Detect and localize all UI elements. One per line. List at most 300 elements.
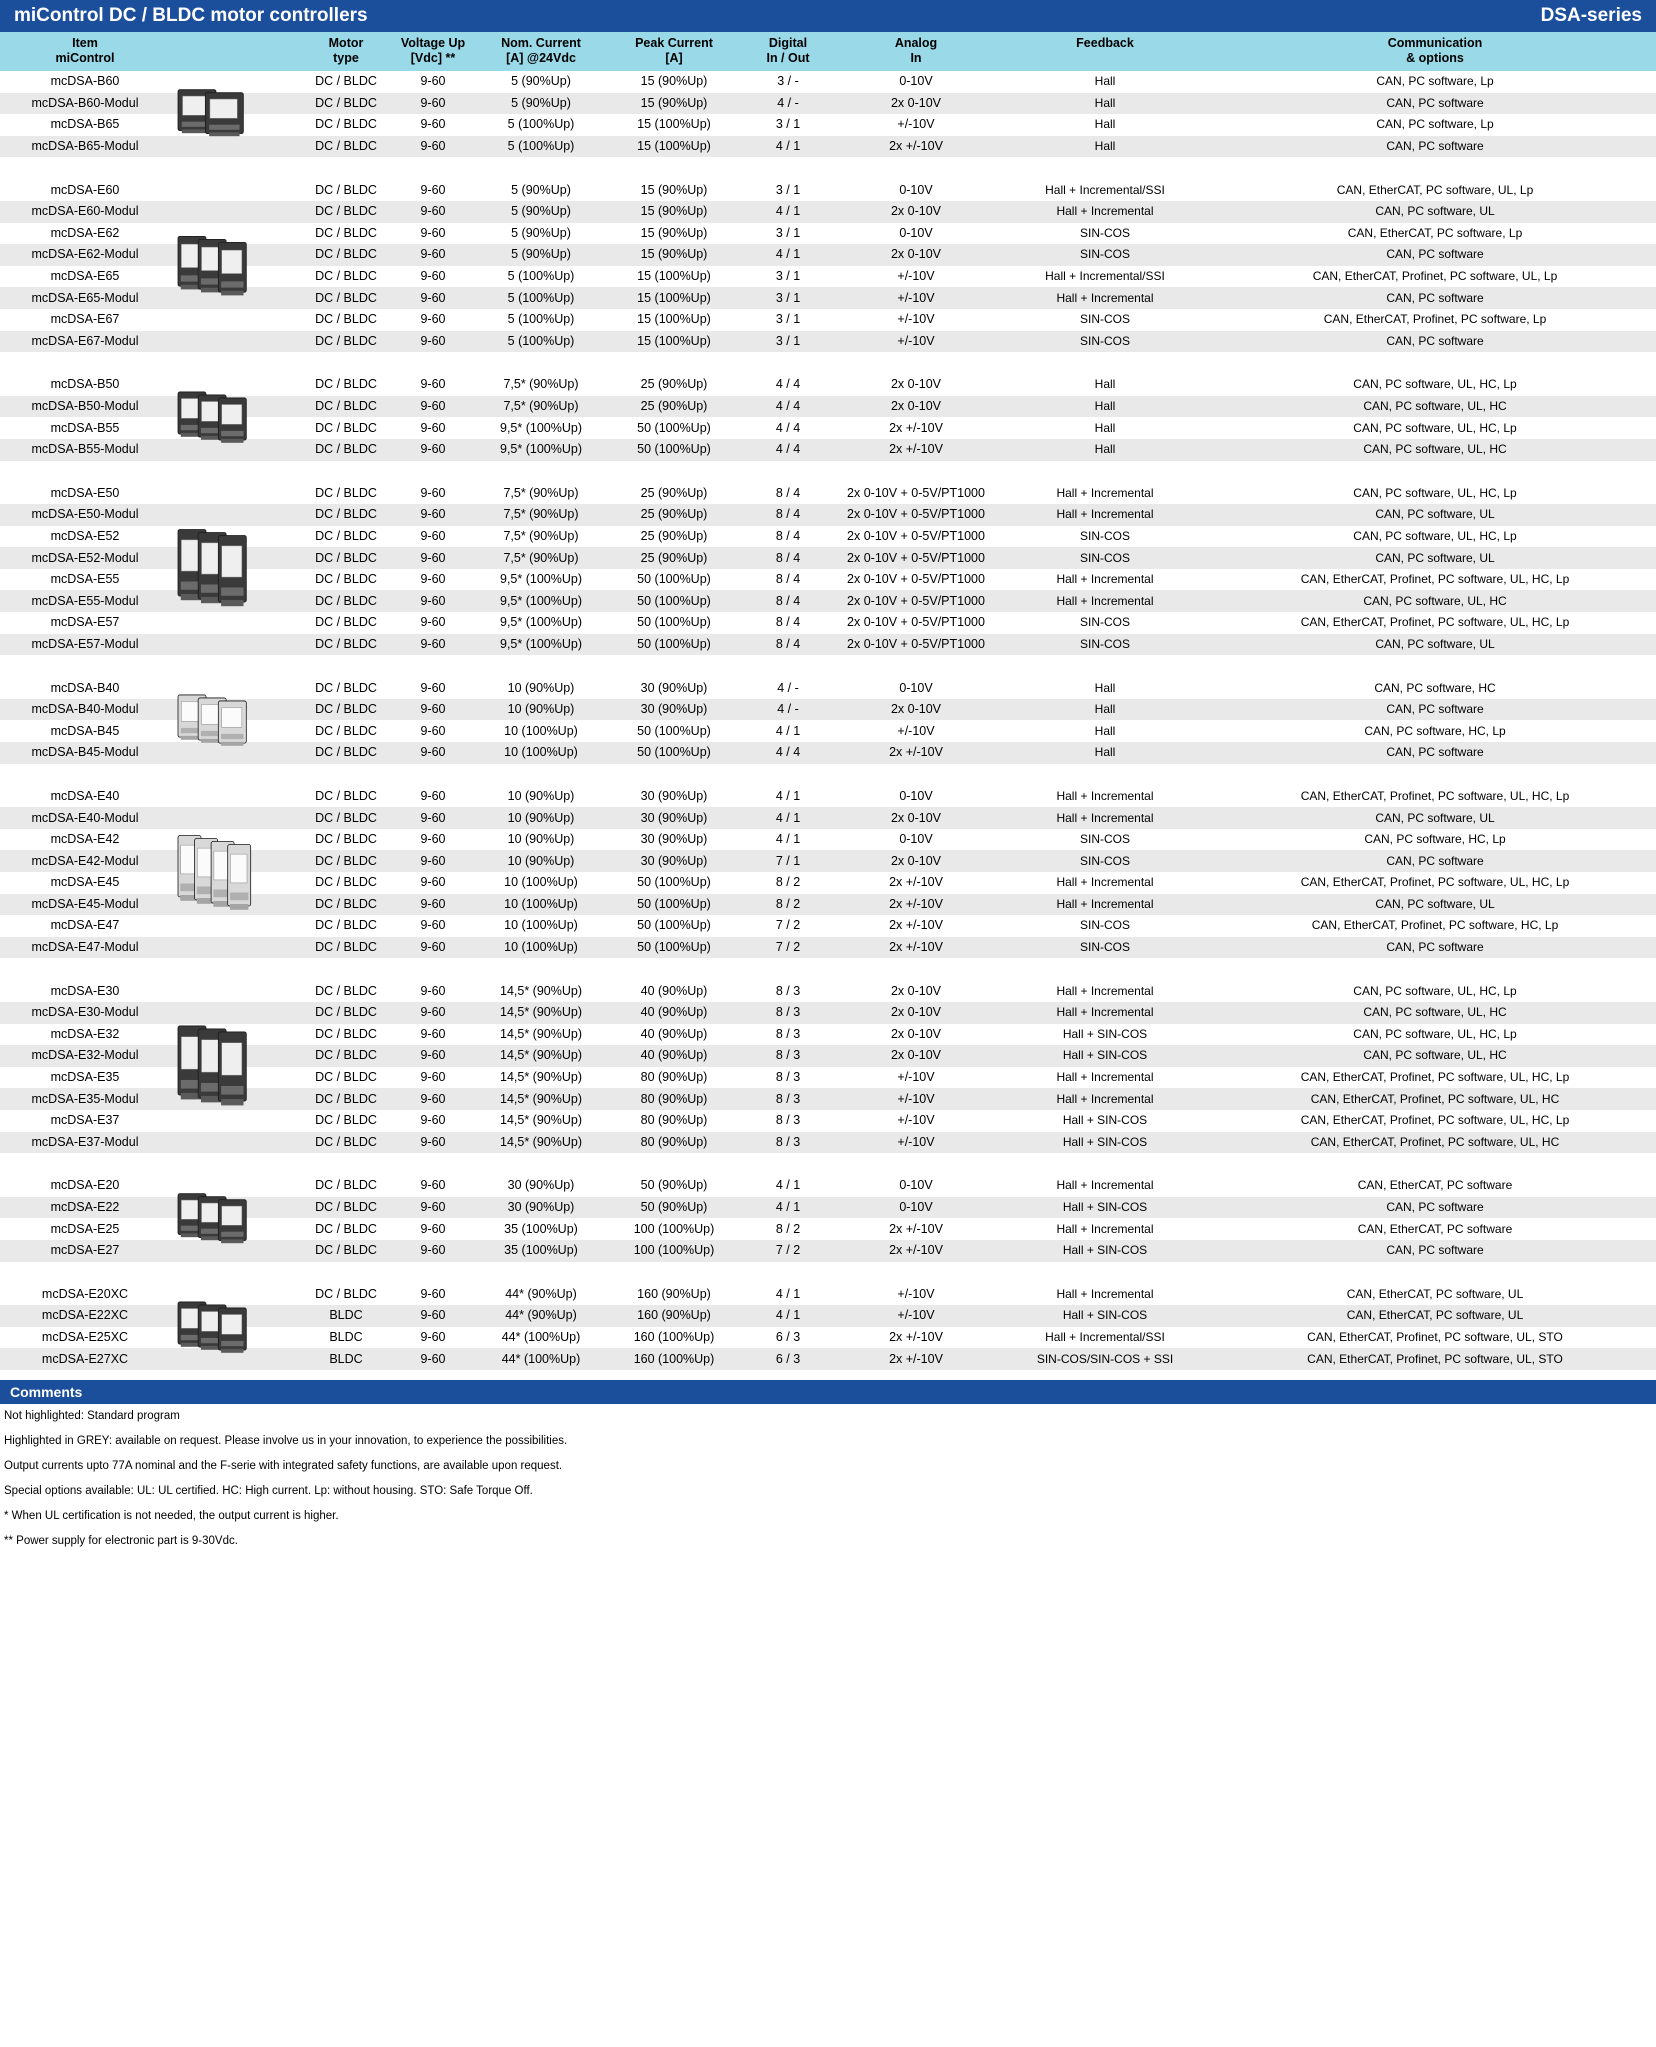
cell-voltage: 9-60 [420, 896, 446, 911]
cell-feedback: Hall + SIN-COS [1062, 1026, 1148, 1041]
cell-image [170, 223, 300, 245]
table-row[interactable] [0, 1132, 1656, 1154]
cell-image [170, 590, 300, 612]
cell-communication: CAN, EtherCAT, Profinet, PC software, UL, HC, Lp [1300, 1070, 1570, 1085]
cell-analog-in: 0-10V [899, 1200, 933, 1215]
cell-peak-current: 25 (90%Up) [640, 550, 708, 565]
table-row[interactable] [0, 547, 1656, 569]
cell-image [170, 1240, 300, 1262]
cell-analog-in: 2x +/-10V [889, 918, 943, 933]
cell-analog-in: 2x +/-10V [889, 875, 943, 890]
cell-image [170, 1045, 300, 1067]
cell-nominal-current: 10 (90%Up) [507, 810, 575, 825]
cell-feedback: Hall + Incremental/SSI [1045, 182, 1165, 197]
cell-feedback: Hall + Incremental [1056, 507, 1154, 522]
cell-peak-current: 40 (90%Up) [640, 1005, 708, 1020]
cell-voltage: 9-60 [420, 1308, 446, 1323]
table-row[interactable] [0, 937, 1656, 959]
cell-motor-type: DC / BLDC [315, 225, 377, 240]
cell-communication: CAN, EtherCAT, Profinet, PC software, UL, HC, Lp [1300, 572, 1570, 587]
table-row[interactable] [0, 677, 1656, 699]
table-row[interactable] [0, 201, 1656, 223]
cell-nominal-current: 5 (100%Up) [507, 269, 575, 284]
colheader-motor-type: Motor type [328, 36, 364, 65]
cell-image [170, 309, 300, 331]
cell-analog-in: 2x 0-10V + 0-5V/PT1000 [847, 507, 985, 522]
table-row[interactable] [0, 1284, 1656, 1306]
cell-peak-current: 50 (100%Up) [637, 572, 711, 587]
cell-motor-type: DC / BLDC [315, 1026, 377, 1041]
comment-line: Highlighted in GREY: available on request. Please involve us in your innovation, to experience the possibilities. [4, 1434, 568, 1447]
cell-image [170, 547, 300, 569]
table-row[interactable] [0, 829, 1656, 851]
cell-image [170, 1088, 300, 1110]
table-row[interactable] [0, 1327, 1656, 1349]
cell-feedback: SIN-COS [1079, 853, 1130, 868]
table-row[interactable] [0, 1240, 1656, 1262]
cell-analog-in: 2x +/-10V [889, 745, 943, 760]
table-row[interactable] [0, 1348, 1656, 1370]
table-row[interactable] [0, 71, 1656, 93]
table-row[interactable] [0, 894, 1656, 916]
cell-peak-current: 50 (100%Up) [637, 420, 711, 435]
cell-item: mcDSA-E35-Modul [31, 1091, 139, 1106]
cell-motor-type: DC / BLDC [315, 853, 377, 868]
cell-item: mcDSA-E30-Modul [31, 1005, 139, 1020]
page-header [0, 0, 1656, 32]
cell-digital-io: 4 / 1 [775, 204, 801, 219]
cell-motor-type: DC / BLDC [315, 377, 377, 392]
cell-feedback: SIN-COS [1079, 312, 1130, 327]
cell-motor-type: DC / BLDC [315, 1070, 377, 1085]
cell-digital-io: 4 / 1 [775, 832, 801, 847]
table-row[interactable] [0, 244, 1656, 266]
colheader-item: Item miControl [55, 36, 115, 65]
table-row[interactable] [0, 786, 1656, 808]
comment-line: * When UL certification is not needed, the output current is higher. [4, 1509, 339, 1522]
cell-analog-in: 0-10V [899, 74, 933, 89]
cell-voltage: 9-60 [420, 1200, 446, 1215]
cell-digital-io: 6 / 3 [775, 1351, 801, 1366]
cell-item: mcDSA-E37-Modul [31, 1134, 139, 1149]
cell-peak-current: 30 (90%Up) [640, 832, 708, 847]
cell-communication: CAN, PC software [1386, 745, 1484, 760]
cell-voltage: 9-60 [420, 983, 446, 998]
cell-analog-in: +/-10V [897, 1134, 935, 1149]
cell-feedback: Hall + Incremental [1056, 1178, 1154, 1193]
product-group [0, 1284, 1656, 1370]
cell-nominal-current: 44* (90%Up) [505, 1308, 577, 1323]
cell-image [170, 1132, 300, 1154]
cell-communication: CAN, PC software [1386, 853, 1484, 868]
cell-voltage: 9-60 [420, 485, 446, 500]
cell-communication: CAN, PC software, UL, HC [1363, 1005, 1507, 1020]
comment-line: Output currents upto 77A nominal and the F-serie with integrated safety functions, are available upon request. [4, 1459, 563, 1472]
cell-communication: CAN, PC software, Lp [1376, 74, 1494, 89]
group-separator [0, 764, 1656, 786]
cell-image [170, 807, 300, 829]
cell-motor-type: DC / BLDC [315, 745, 377, 760]
cell-motor-type: DC / BLDC [315, 95, 377, 110]
cell-analog-in: 0-10V [899, 788, 933, 803]
cell-communication: CAN, PC software, UL, HC, Lp [1353, 983, 1517, 998]
cell-feedback: Hall + Incremental [1056, 1091, 1154, 1106]
cell-feedback: Hall [1094, 139, 1116, 154]
table-row[interactable] [0, 331, 1656, 353]
cell-communication: CAN, PC software [1386, 247, 1484, 262]
cell-item: mcDSA-E50-Modul [31, 507, 139, 522]
cell-item: mcDSA-E55-Modul [31, 593, 139, 608]
cell-peak-current: 15 (100%Up) [637, 333, 711, 348]
cell-feedback: Hall + SIN-COS [1062, 1113, 1148, 1128]
cell-communication: CAN, EtherCAT, Profinet, PC software, UL, HC, Lp [1300, 1113, 1570, 1128]
cell-communication: CAN, PC software [1386, 1200, 1484, 1215]
cell-digital-io: 3 / - [777, 74, 799, 89]
table-row[interactable] [0, 526, 1656, 548]
table-row[interactable] [0, 396, 1656, 418]
product-group [0, 786, 1656, 959]
cell-motor-type: DC / BLDC [315, 680, 377, 695]
cell-digital-io: 4 / 1 [775, 810, 801, 825]
cell-nominal-current: 7,5* (90%Up) [503, 550, 579, 565]
table-row[interactable] [0, 1197, 1656, 1219]
cell-digital-io: 8 / 3 [775, 1005, 801, 1020]
cell-peak-current: 15 (100%Up) [637, 290, 711, 305]
table-row[interactable] [0, 720, 1656, 742]
table-row[interactable] [0, 569, 1656, 591]
cell-analog-in: 0-10V [899, 182, 933, 197]
cell-peak-current: 25 (90%Up) [640, 528, 708, 543]
cell-image [170, 1197, 300, 1219]
cell-analog-in: 2x 0-10V [890, 810, 942, 825]
cell-image [170, 720, 300, 742]
cell-feedback: SIN-COS [1079, 636, 1130, 651]
table-row[interactable] [0, 266, 1656, 288]
cell-motor-type: BLDC [329, 1308, 363, 1323]
cell-nominal-current: 5 (100%Up) [507, 333, 575, 348]
cell-motor-type: DC / BLDC [315, 788, 377, 803]
cell-feedback: SIN-COS [1079, 528, 1130, 543]
cell-communication: CAN, EtherCAT, PC software, Lp [1347, 225, 1523, 240]
cell-digital-io: 8 / 4 [775, 572, 801, 587]
cell-peak-current: 160 (90%Up) [637, 1286, 711, 1301]
cell-peak-current: 15 (90%Up) [640, 95, 708, 110]
cell-motor-type: DC / BLDC [315, 528, 377, 543]
cell-image [170, 937, 300, 959]
cell-item: mcDSA-E45 [50, 875, 120, 890]
cell-feedback: Hall + Incremental [1056, 204, 1154, 219]
cell-peak-current: 50 (100%Up) [637, 593, 711, 608]
cell-communication: CAN, PC software [1386, 1243, 1484, 1258]
cell-feedback: SIN-COS/SIN-COS + SSI [1036, 1351, 1174, 1366]
cell-nominal-current: 5 (100%Up) [507, 290, 575, 305]
cell-voltage: 9-60 [420, 1178, 446, 1193]
cell-peak-current: 40 (90%Up) [640, 983, 708, 998]
table-row[interactable] [0, 439, 1656, 461]
table-row[interactable] [0, 807, 1656, 829]
cell-voltage: 9-60 [420, 1113, 446, 1128]
cell-item: mcDSA-E50 [50, 485, 120, 500]
cell-digital-io: 8 / 3 [775, 1091, 801, 1106]
cell-nominal-current: 30 (90%Up) [507, 1178, 575, 1193]
cell-nominal-current: 10 (100%Up) [504, 875, 578, 890]
cell-motor-type: DC / BLDC [315, 572, 377, 587]
cell-peak-current: 15 (100%Up) [637, 312, 711, 327]
cell-voltage: 9-60 [420, 940, 446, 955]
cell-analog-in: 2x 0-10V [890, 1026, 942, 1041]
cell-image [170, 287, 300, 309]
cell-analog-in: +/-10V [897, 312, 935, 327]
cell-analog-in: 2x 0-10V + 0-5V/PT1000 [847, 485, 985, 500]
cell-digital-io: 8 / 4 [775, 550, 801, 565]
colheader-voltage: Voltage Up [Vdc] ** [400, 36, 466, 65]
cell-digital-io: 4 / 1 [775, 139, 801, 154]
table-row[interactable] [0, 1067, 1656, 1089]
cell-peak-current: 50 (90%Up) [640, 1200, 708, 1215]
cell-item: mcDSA-E47 [50, 918, 120, 933]
group-separator [0, 1153, 1656, 1175]
cell-peak-current: 25 (90%Up) [640, 399, 708, 414]
cell-motor-type: DC / BLDC [315, 139, 377, 154]
cell-item: mcDSA-E62 [50, 225, 120, 240]
table-row[interactable] [0, 1088, 1656, 1110]
table-row[interactable] [0, 872, 1656, 894]
cell-voltage: 9-60 [420, 593, 446, 608]
cell-motor-type: DC / BLDC [315, 1091, 377, 1106]
table-row[interactable] [0, 590, 1656, 612]
cell-feedback: Hall [1094, 74, 1116, 89]
table-row[interactable] [0, 287, 1656, 309]
cell-nominal-current: 44* (90%Up) [505, 1286, 577, 1301]
table-row[interactable] [0, 93, 1656, 115]
cell-motor-type: DC / BLDC [315, 1286, 377, 1301]
cell-image [170, 439, 300, 461]
cell-voltage: 9-60 [420, 377, 446, 392]
table-row[interactable] [0, 634, 1656, 656]
cell-feedback: Hall + SIN-COS [1062, 1048, 1148, 1063]
cell-feedback: Hall [1094, 117, 1116, 132]
cell-nominal-current: 7,5* (90%Up) [503, 507, 579, 522]
cell-nominal-current: 10 (100%Up) [504, 745, 578, 760]
table-row[interactable] [0, 699, 1656, 721]
cell-digital-io: 8 / 4 [775, 593, 801, 608]
cell-digital-io: 8 / 2 [775, 1221, 801, 1236]
cell-voltage: 9-60 [420, 333, 446, 348]
group-separator [0, 1262, 1656, 1284]
cell-peak-current: 100 (100%Up) [633, 1243, 715, 1258]
cell-voltage: 9-60 [420, 1329, 446, 1344]
cell-voltage: 9-60 [420, 615, 446, 630]
cell-motor-type: DC / BLDC [315, 1243, 377, 1258]
cell-motor-type: BLDC [329, 1329, 363, 1344]
cell-image [170, 1002, 300, 1024]
cell-digital-io: 3 / 1 [775, 117, 801, 132]
cell-analog-in: 0-10V [899, 1178, 933, 1193]
cell-communication: CAN, EtherCAT, PC software [1357, 1178, 1513, 1193]
cell-nominal-current: 9,5* (100%Up) [500, 442, 582, 457]
comment-line: Special options available: UL: UL certified. HC: High current. Lp: without housing. STO: Safe Torque Off. [4, 1484, 533, 1497]
cell-analog-in: 2x 0-10V + 0-5V/PT1000 [847, 636, 985, 651]
cell-digital-io: 8 / 4 [775, 485, 801, 500]
cell-motor-type: DC / BLDC [315, 1221, 377, 1236]
cell-voltage: 9-60 [420, 139, 446, 154]
cell-peak-current: 100 (100%Up) [633, 1221, 715, 1236]
cell-digital-io: 8 / 4 [775, 528, 801, 543]
table-row[interactable] [0, 136, 1656, 158]
cell-image [170, 915, 300, 937]
series-label: DSA-series [1540, 5, 1642, 26]
cell-feedback: Hall + Incremental/SSI [1045, 269, 1165, 284]
cell-analog-in: 2x +/-10V [889, 420, 943, 435]
cell-image [170, 136, 300, 158]
cell-analog-in: +/-10V [897, 723, 935, 738]
cell-digital-io: 7 / 2 [775, 940, 801, 955]
cell-communication: CAN, PC software [1386, 702, 1484, 717]
cell-communication: CAN, EtherCAT, PC software, UL, Lp [1336, 182, 1534, 197]
cell-item: mcDSA-E22XC [41, 1308, 129, 1323]
cell-communication: CAN, EtherCAT, PC software, UL [1346, 1286, 1524, 1301]
cell-peak-current: 160 (100%Up) [633, 1351, 715, 1366]
cell-image [170, 396, 300, 418]
cell-image [170, 677, 300, 699]
cell-voltage: 9-60 [420, 572, 446, 587]
cell-motor-type: DC / BLDC [315, 312, 377, 327]
cell-analog-in: 2x +/-10V [889, 1351, 943, 1366]
colheader-image [170, 36, 300, 66]
cell-voltage: 9-60 [420, 680, 446, 695]
table-row[interactable] [0, 612, 1656, 634]
colheader-peak-current: Peak Current [A] [635, 36, 713, 65]
cell-analog-in: +/-10V [897, 117, 935, 132]
table-row[interactable] [0, 374, 1656, 396]
cell-voltage: 9-60 [420, 225, 446, 240]
cell-nominal-current: 14,5* (90%Up) [500, 1134, 582, 1149]
cell-feedback: SIN-COS [1079, 333, 1130, 348]
table-row[interactable] [0, 504, 1656, 526]
cell-communication: CAN, PC software [1386, 139, 1484, 154]
cell-communication: CAN, PC software, UL, HC [1363, 399, 1507, 414]
cell-motor-type: DC / BLDC [315, 896, 377, 911]
cell-voltage: 9-60 [420, 745, 446, 760]
cell-analog-in: 2x +/-10V [889, 896, 943, 911]
cell-digital-io: 7 / 1 [775, 853, 801, 868]
cell-digital-io: 8 / 3 [775, 1048, 801, 1063]
cell-motor-type: DC / BLDC [315, 1048, 377, 1063]
cell-image [170, 331, 300, 353]
cell-image [170, 850, 300, 872]
cell-voltage: 9-60 [420, 290, 446, 305]
cell-voltage: 9-60 [420, 1286, 446, 1301]
cell-nominal-current: 5 (90%Up) [511, 247, 571, 262]
cell-peak-current: 80 (90%Up) [640, 1091, 708, 1106]
cell-analog-in: 0-10V [899, 680, 933, 695]
product-group [0, 71, 1656, 157]
cell-image [170, 1305, 300, 1327]
cell-item: mcDSA-E57 [50, 615, 120, 630]
table-row[interactable] [0, 1175, 1656, 1197]
table-row[interactable] [0, 223, 1656, 245]
cell-feedback: Hall + SIN-COS [1062, 1200, 1148, 1215]
cell-analog-in: 2x 0-10V [890, 1048, 942, 1063]
table-row[interactable] [0, 179, 1656, 201]
table-row[interactable] [0, 742, 1656, 764]
cell-communication: CAN, EtherCAT, Profinet, PC software, UL, STO [1307, 1329, 1563, 1344]
cell-item: mcDSA-E52-Modul [31, 550, 139, 565]
cell-voltage: 9-60 [420, 1048, 446, 1063]
table-row[interactable] [0, 417, 1656, 439]
table-row[interactable] [0, 980, 1656, 1002]
cell-peak-current: 15 (90%Up) [640, 74, 708, 89]
table-row[interactable] [0, 1110, 1656, 1132]
cell-item: mcDSA-B55 [50, 420, 120, 435]
cell-item: mcDSA-E20XC [41, 1286, 129, 1301]
table-row[interactable] [0, 850, 1656, 872]
table-row[interactable] [0, 483, 1656, 505]
cell-peak-current: 50 (100%Up) [637, 745, 711, 760]
cell-communication: CAN, EtherCAT, Profinet, PC software, UL, HC, Lp [1300, 875, 1570, 890]
cell-item: mcDSA-E62-Modul [31, 247, 139, 262]
cell-digital-io: 8 / 4 [775, 507, 801, 522]
cell-digital-io: 4 / - [777, 702, 799, 717]
cell-item: mcDSA-E47-Modul [31, 940, 139, 955]
cell-feedback: SIN-COS [1079, 225, 1130, 240]
table-row[interactable] [0, 1218, 1656, 1240]
cell-motor-type: DC / BLDC [315, 1178, 377, 1193]
cell-voltage: 9-60 [420, 788, 446, 803]
cell-peak-current: 30 (90%Up) [640, 853, 708, 868]
cell-motor-type: DC / BLDC [315, 723, 377, 738]
table-row[interactable] [0, 1002, 1656, 1024]
cell-voltage: 9-60 [420, 702, 446, 717]
cell-voltage: 9-60 [420, 1243, 446, 1258]
cell-digital-io: 4 / 4 [775, 399, 801, 414]
cell-analog-in: +/-10V [897, 269, 935, 284]
cell-feedback: Hall + Incremental [1056, 896, 1154, 911]
cell-communication: CAN, EtherCAT, PC software [1357, 1221, 1513, 1236]
cell-nominal-current: 10 (90%Up) [507, 702, 575, 717]
table-row[interactable] [0, 1024, 1656, 1046]
cell-item: mcDSA-B55-Modul [31, 442, 139, 457]
cell-digital-io: 3 / 1 [775, 312, 801, 327]
colheader-communication: Communication & options [1387, 36, 1483, 65]
cell-item: mcDSA-E40 [50, 788, 120, 803]
cell-item: mcDSA-B40-Modul [31, 702, 139, 717]
product-group [0, 677, 1656, 763]
table-row[interactable] [0, 114, 1656, 136]
table-row[interactable] [0, 309, 1656, 331]
table-row[interactable] [0, 1305, 1656, 1327]
table-row[interactable] [0, 1045, 1656, 1067]
cell-nominal-current: 10 (90%Up) [507, 788, 575, 803]
cell-peak-current: 50 (100%Up) [637, 896, 711, 911]
table-row[interactable] [0, 915, 1656, 937]
product-group [0, 179, 1656, 352]
cell-voltage: 9-60 [420, 74, 446, 89]
cell-nominal-current: 7,5* (90%Up) [503, 399, 579, 414]
cell-communication: CAN, PC software [1386, 95, 1484, 110]
cell-nominal-current: 35 (100%Up) [504, 1243, 578, 1258]
cell-analog-in: 2x 0-10V + 0-5V/PT1000 [847, 615, 985, 630]
cell-feedback: Hall + Incremental [1056, 1286, 1154, 1301]
cell-feedback: SIN-COS [1079, 550, 1130, 565]
cell-motor-type: DC / BLDC [315, 1200, 377, 1215]
cell-nominal-current: 5 (100%Up) [507, 312, 575, 327]
cell-motor-type: DC / BLDC [315, 810, 377, 825]
cell-item: mcDSA-E30 [50, 983, 120, 998]
cell-digital-io: 6 / 3 [775, 1329, 801, 1344]
cell-nominal-current: 10 (100%Up) [504, 940, 578, 955]
cell-image [170, 114, 300, 136]
